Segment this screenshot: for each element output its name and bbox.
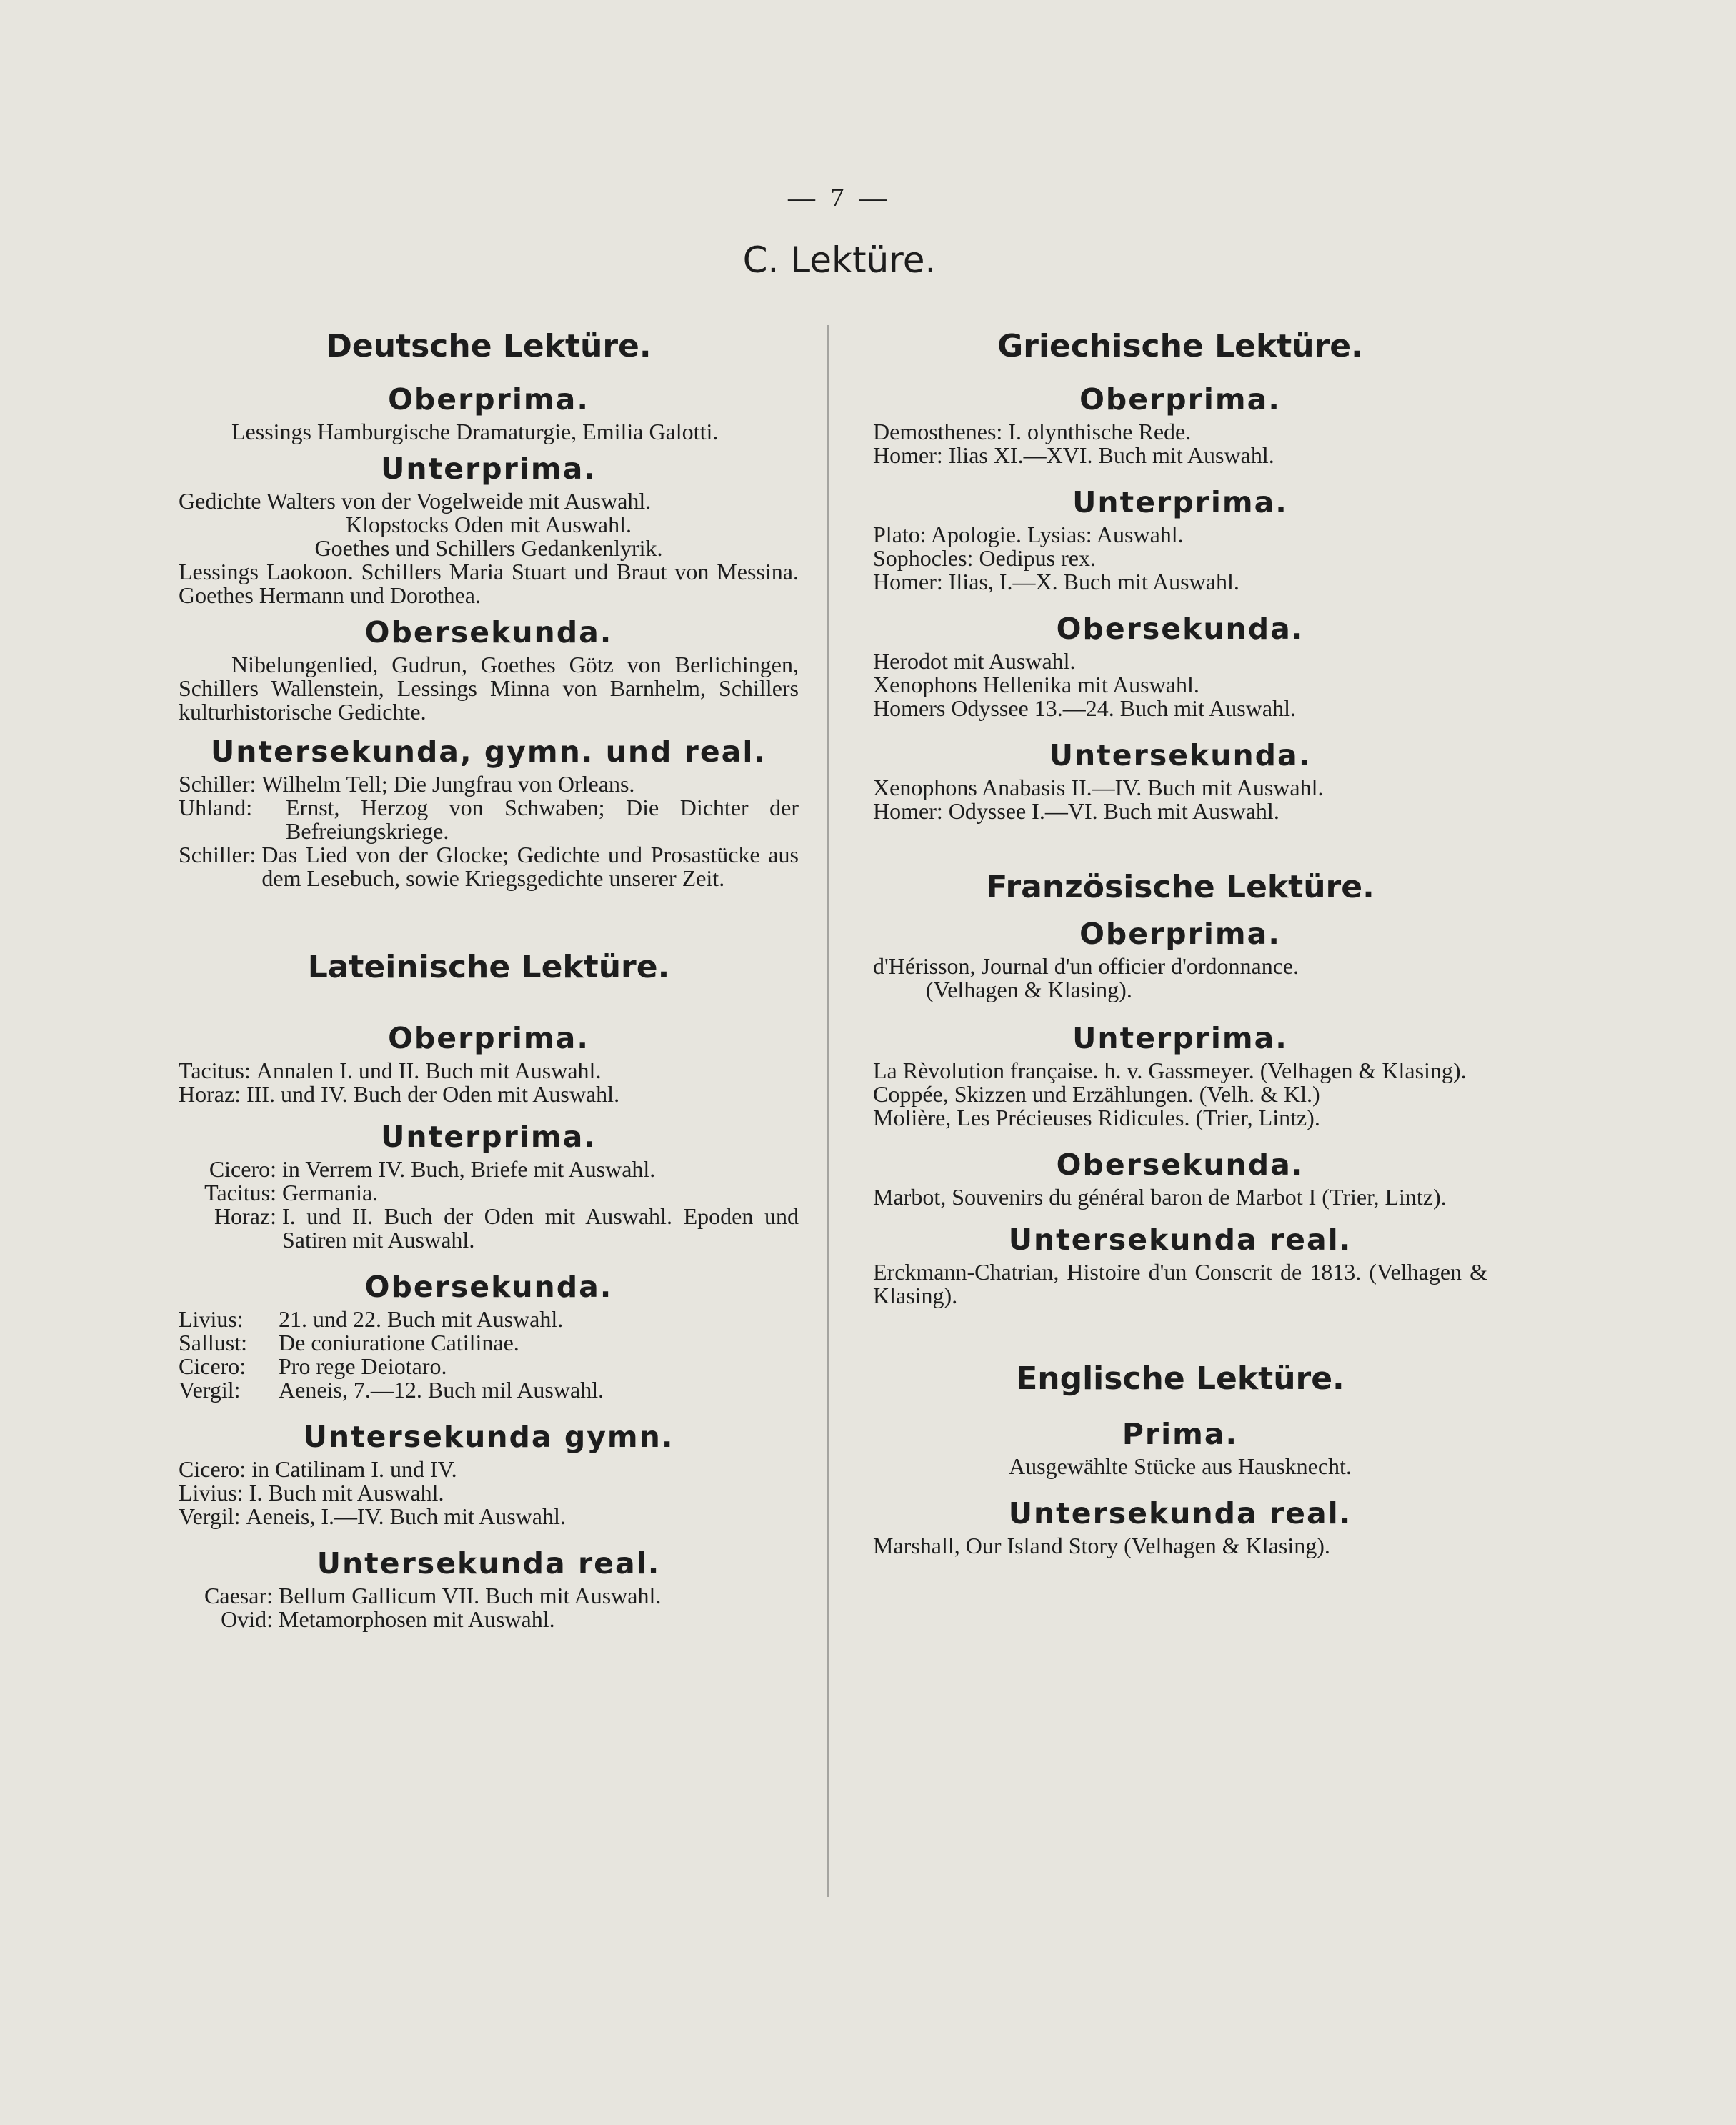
subheading-unterprima: Unterprima. — [1072, 485, 1288, 519]
section-title-engl: Englische Lektüre. — [1016, 1360, 1345, 1397]
subheading-untersekunda-gymn: Untersekunda gymn. — [303, 1420, 674, 1454]
column-divider — [827, 325, 829, 1897]
row-label: Ovid: — [221, 1606, 279, 1632]
author-row — [179, 1584, 799, 1608]
row-label: Cicero: — [209, 1156, 282, 1182]
text-line: Erckmann-Chatrian, Histoire d'un Conscrit de 1813. (Velhagen & Klasing). — [873, 1259, 1487, 1308]
row-value: I. Buch mit Auswahl. — [249, 1480, 444, 1506]
row-label: Tacitus: — [204, 1180, 282, 1205]
row-value: Bellum Gallicum VII. Buch mit Auswahl. — [279, 1583, 662, 1608]
row-label: Tacitus: — [179, 1057, 256, 1083]
row-label: Sallust: — [179, 1330, 254, 1355]
row-value: Wilhelm Tell; Die Jungfrau von Orleans. — [261, 771, 635, 797]
text-line: Homer: Ilias XI.—XVI. Buch mit Auswahl. — [873, 442, 1274, 468]
subheading-untersekunda-real: Untersekunda real. — [316, 1546, 661, 1581]
author-row — [179, 1059, 799, 1083]
row-value: Das Lied von der Glocke; Gedichte und Prosastücke aus dem Lesebuch, sowie Kriegsgedichte unserer Zeit. — [261, 842, 799, 891]
subheading-unterprima: Unterprima. — [381, 1120, 597, 1154]
row-value: Ernst, Herzog von Schwaben; Die Dichter der Befreiungskriege. — [286, 795, 799, 844]
author-row — [179, 1205, 799, 1252]
text-line: Homers Odyssee 13.—24. Buch mit Auswahl. — [873, 695, 1296, 721]
author-row — [179, 1158, 799, 1181]
row-label: Vergil: — [179, 1377, 246, 1403]
row-value: De coniuratione Catilinae. — [279, 1330, 519, 1355]
section-title-franz: Französische Lektüre. — [986, 869, 1375, 905]
section-title-deutsch: Deutsche Lektüre. — [326, 328, 652, 364]
subheading-obersekunda: Obersekunda. — [1056, 1148, 1305, 1182]
row-label: Schiller: — [179, 842, 262, 867]
text-line: Molière, Les Précieuses Ridicules. (Trier, Lintz). — [873, 1105, 1320, 1130]
row-label: Cicero: — [179, 1456, 252, 1482]
row-value: Aeneis, 7.—12. Buch mil Auswahl. — [279, 1377, 604, 1403]
subheading-oberprima: Oberprima. — [388, 1021, 589, 1055]
author-row — [179, 843, 799, 890]
row-value: Aeneis, I.—IV. Buch mit Auswahl. — [246, 1503, 566, 1529]
author-row — [179, 772, 799, 796]
text-line: (Velhagen & Klasing). — [926, 977, 1132, 1002]
left-column — [179, 325, 799, 1631]
row-label: Horaz: — [214, 1203, 282, 1229]
text-line: Xenophons Anabasis II.—IV. Buch mit Auswahl. — [873, 775, 1324, 800]
row-label: Livius: — [179, 1480, 249, 1506]
row-value: Annalen I. und II. Buch mit Auswahl. — [256, 1057, 602, 1083]
row-value: in Verrem IV. Buch, Briefe mit Auswahl. — [282, 1156, 656, 1182]
author-row — [179, 1331, 799, 1355]
text-line: d'Hérisson, Journal d'un officier d'ordonnance. — [873, 953, 1299, 979]
row-label: Uhland: — [179, 795, 259, 820]
row-value: Metamorphosen mit Auswahl. — [279, 1606, 555, 1632]
row-value: Germania. — [282, 1180, 379, 1205]
subheading-oberprima: Oberprima. — [388, 382, 589, 417]
subheading-obersekunda: Obersekunda. — [364, 1270, 613, 1304]
subheading-obersekunda: Obersekunda. — [364, 615, 613, 650]
text-line: Marbot, Souvenirs du général baron de Marbot I (Trier, Lintz). — [873, 1184, 1447, 1210]
author-row — [179, 1481, 799, 1505]
author-row — [179, 1505, 799, 1528]
author-row — [179, 1083, 799, 1106]
paragraph: Nibelungenlied, Gudrun, Goethes Götz von Berlichingen, Schillers Wallenstein, Lessings Minna von Barnhelm, Schillers kulturhistorische Gedichte. — [179, 652, 799, 725]
subheading-untersekunda: Untersekunda. — [1049, 738, 1312, 772]
main-title: C. Lektüre. — [742, 239, 937, 281]
section-title-griech: Griechische Lektüre. — [997, 328, 1363, 364]
row-label: Caesar: — [204, 1583, 279, 1608]
row-label: Livius: — [179, 1306, 249, 1332]
text-line: Homer: Ilias, I.—X. Buch mit Auswahl. — [873, 569, 1239, 594]
subheading-oberprima: Oberprima. — [1079, 917, 1281, 951]
text-line: Ausgewählte Stücke aus Hausknecht. — [1009, 1453, 1352, 1479]
text-line: Marshall, Our Island Story (Velhagen & Klasing). — [873, 1533, 1330, 1558]
paragraph: Lessings Hamburgische Dramaturgie, Emilia Galotti. — [231, 419, 719, 444]
row-value: III. und IV. Buch der Oden mit Auswahl. — [246, 1081, 620, 1107]
subheading-unterprima: Unterprima. — [381, 452, 597, 486]
text-line: Coppée, Skizzen und Erzählungen. (Velh. & Kl.) — [873, 1081, 1320, 1107]
subheading-oberprima: Oberprima. — [1079, 382, 1281, 417]
text-line: Klopstocks Oden mit Auswahl. — [346, 512, 632, 537]
section-title-latein: Lateinische Lektüre. — [307, 949, 670, 985]
row-label: Vergil: — [179, 1503, 246, 1529]
row-label: Cicero: — [179, 1353, 252, 1379]
author-row — [179, 1355, 799, 1378]
text-line: Lessings Laokoon. Schillers Maria Stuart und Braut von Messina. Goethes Hermann und Dorothea. — [179, 559, 799, 608]
row-value: in Catilinam I. und IV. — [251, 1456, 457, 1482]
right-column — [873, 325, 1487, 1558]
row-value: 21. und 22. Buch mit Auswahl. — [279, 1306, 564, 1332]
text-line: Goethes und Schillers Gedankenlyrik. — [314, 535, 663, 561]
author-row — [179, 1458, 799, 1481]
row-value: I. und II. Buch der Oden mit Auswahl. Epoden und Satiren mit Auswahl. — [282, 1203, 799, 1253]
text-line: Sophocles: Oedipus rex. — [873, 545, 1096, 571]
row-label: Horaz: — [179, 1081, 247, 1107]
text-line: La Rèvolution française. h. v. Gassmeyer. (Velhagen & Klasing). — [873, 1057, 1467, 1083]
text-line: Plato: Apologie. Lysias: Auswahl. — [873, 522, 1184, 547]
page-number: — 7 — — [788, 183, 891, 213]
author-row — [179, 796, 799, 843]
text-line: Gedichte Walters von der Vogelweide mit Auswahl. — [179, 488, 652, 514]
subheading-untersekunda: Untersekunda, gymn. und real. — [211, 735, 767, 769]
row-value: Pro rege Deiotaro. — [279, 1353, 447, 1379]
subheading-untersekunda-real: Untersekunda real. — [1008, 1496, 1352, 1531]
author-row — [179, 1378, 799, 1402]
author-row — [179, 1181, 799, 1205]
author-row — [179, 1608, 799, 1631]
subheading-prima: Prima. — [1122, 1417, 1239, 1451]
text-line: Homer: Odyssee I.—VI. Buch mit Auswahl. — [873, 798, 1279, 824]
row-label: Schiller: — [179, 771, 262, 797]
text-line: Herodot mit Auswahl. — [873, 648, 1076, 674]
subheading-unterprima: Unterprima. — [1072, 1021, 1288, 1055]
subheading-untersekunda-real: Untersekunda real. — [1008, 1223, 1352, 1257]
text-line: Xenophons Hellenika mit Auswahl. — [873, 672, 1199, 697]
author-row — [179, 1308, 799, 1331]
subheading-obersekunda: Obersekunda. — [1056, 612, 1305, 646]
text-line: Demosthenes: I. olynthische Rede. — [873, 419, 1192, 444]
